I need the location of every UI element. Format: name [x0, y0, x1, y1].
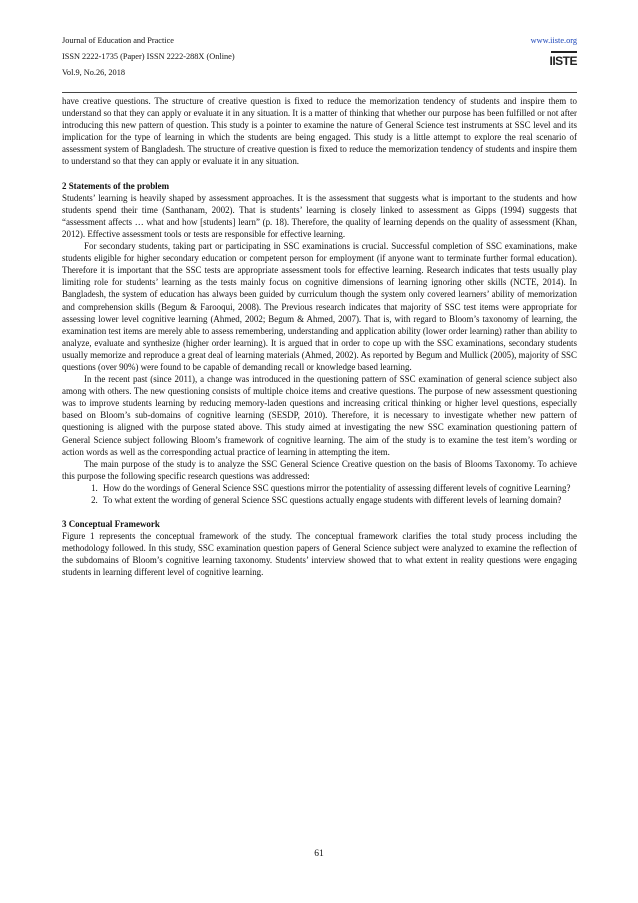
article-body	[62, 95, 577, 579]
section-2-paragraph-1: Students’ learning is heavily shaped by assessment approaches. It is the assessment that suggests what is important to the students and how students spend their time (Santhanam, 2002). That is students’ learning is closely linked to assessment as Gipps (1994) suggests that “assessment affects … what and how [students] learn” (p. 18). Therefore, the quality of learning depends on the quality of assessment (Khan, 2012). Effective assessment tools or tests are responsible for effective learning.	[62, 192, 577, 239]
logo-text: IISTE	[549, 54, 577, 68]
section-2-title: 2 Statements of the problem	[62, 180, 170, 191]
volume-line: Vol.9, No.26, 2018	[62, 68, 125, 77]
iiste-logo-icon	[551, 51, 577, 71]
section-2-paragraph-3: In the recent past (since 2011), a change was introduced in the questioning pattern of SSC examination of general science subject also among with others. The new questioning consists of multiple choice items and creative questions. The purpose of new assessment questioning was to improve students learning by reducing memory-laden questions and increasing critical thinking or higher level questions, especially based on Bloom’s sub-domains of cognitive learning (SESDP, 2010). Therefore, it is necessary to investigate whether new pattern of questioning is aligned with the purpose stated above. This study aimed at investigating the new SSC examination questioning pattern of General Science subject following Bloom’s framework of cognitive learning. The aim of the study is to examine the test item’s wording or action words as well as the corresponding actual practice of learning in attempting the item.	[62, 374, 577, 457]
research-question: 1. How do the wordings of General Science SSC questions mirror the potentiality of assessing different levels of cognitive Learning?	[100, 482, 577, 494]
research-question: 2. To what extent the wording of general Science SSC questions actually engage students with different levels of learning domain?	[100, 494, 577, 506]
journal-url-link[interactable]: www.iiste.org	[530, 36, 577, 45]
publisher-block	[531, 33, 577, 76]
page-header	[62, 33, 577, 88]
research-questions-list	[62, 482, 577, 506]
intro-paragraph: have creative questions. The structure of creative question is fixed to reduce the memorization tendency of students and inspire them to understand so that they can apply or evaluate it in any situation. It is a matter of thinking that whether our purpose has been fulfilled or not after introducing this new pattern of question. This study is a pointer to examine the nature of General Science test instruments at SSC level and its implication for the type of learning in which the students are being engaged. This study is a little attempt to explore the real scenario of assessment system of Bangladesh. The structure of creative question is fixed to reduce the memorization tendency of students and inspire them to understand so that they can apply or evaluate it in any situation.	[62, 96, 577, 167]
section-2-paragraph-4: The main purpose of the study is to analyze the SSC General Science Creative question on the basis of Blooms Taxonomy. To achieve this purpose the following specific research questions was addressed:	[62, 458, 577, 481]
journal-info	[62, 33, 235, 81]
issn-line: ISSN 2222-1735 (Paper) ISSN 2222-288X (Online)	[62, 52, 235, 61]
header-divider	[62, 92, 577, 93]
section-3-title: 3 Conceptual Framework	[62, 519, 160, 530]
section-2-paragraph-2: For secondary students, taking part or participating in SSC examinations is crucial. Successful completion of SSC examinations, make students eligible for higher secondary education or competent person for employment (if anyone want to terminate further formal education). Therefore it is important that the SSC tests are appropriate assessment tools for effective learning. Research indicates that tests usually play limiting role for students’ learning as the tests mainly focus on cognitive dimensions of learning ignoring other skills (NCTE, 2014). In Bangladesh, the system of education has always been guided by curriculum though the system only covered learners’ ability of memorization and comprehension skills (Begum & Farooqui, 2008). The Previous research indicates that majority of SSC test items were appropriate for assessing lower level cognitive learning (Ahmed, 2002; Begum & Ahmed, 2007). That is, with regard to Bloom’s taxonomy of learning, the examination test items are merely able to assess remembering, understanding and application ability (lower order learning) rather than ability to analyze, evaluate and synthesize (higher order learning). It is argued that in order to cope up with the SSC examinations, secondary students usually memorize and reproduce a great deal of learning materials (Ahmed, 2002). As reported by Begum and Mullick (2005), majority of SSC questions (over 90%) were found to be capable of demanding recall or knowledge based learning.	[62, 241, 577, 372]
page-number: 61	[314, 849, 324, 859]
journal-name: Journal of Education and Practice	[62, 36, 174, 45]
section-3-paragraph: Figure 1 represents the conceptual framework of the study. The conceptual framework clarifies the total study process including the methodology followed. In this study, SSC examination question papers of General Science subject were analyzed to examine the reflection of the subdomains of Bloom’s cognitive learning taxonomy. Students’ interview showed that to what extent in reality questions were engaging students in learning different level of cognitive learning.	[62, 531, 577, 578]
